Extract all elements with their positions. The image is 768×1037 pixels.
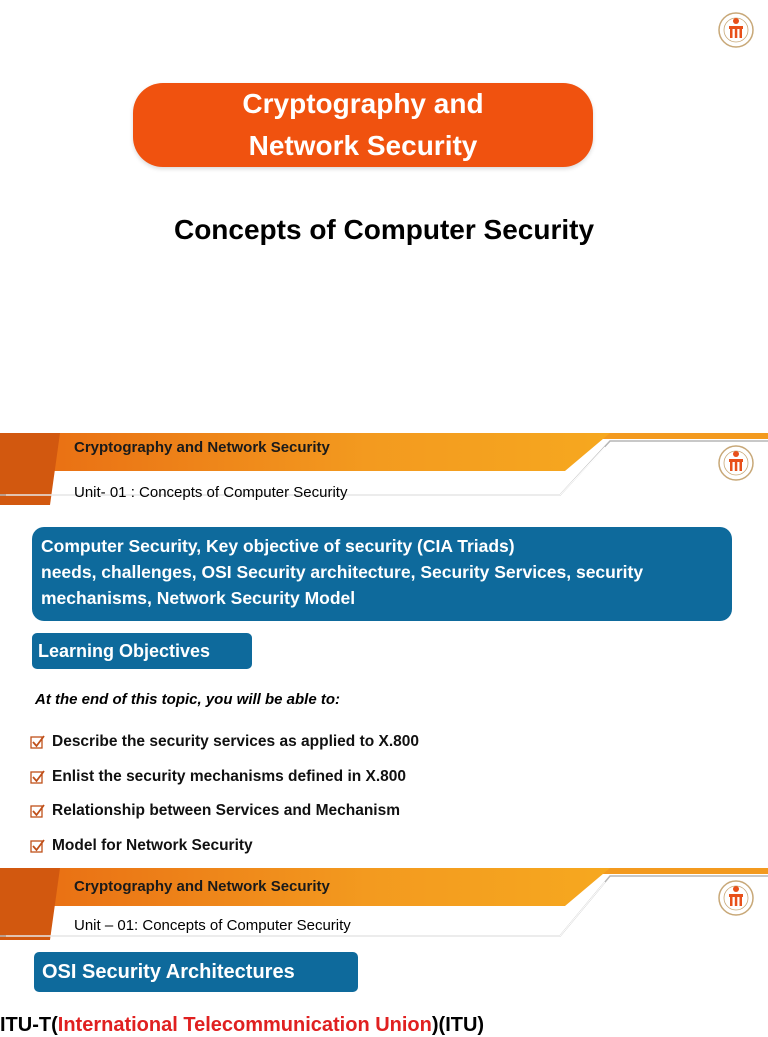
checkbox-checked-icon bbox=[30, 803, 46, 819]
list-item bbox=[30, 829, 419, 864]
university-logo-icon bbox=[716, 443, 756, 483]
university-logo-icon bbox=[716, 878, 756, 918]
learning-objectives-label: Learning Objectives bbox=[32, 633, 252, 669]
objectives-list bbox=[30, 725, 419, 863]
header-unit-title: Unit – 01: Concepts of Computer Security bbox=[74, 917, 351, 934]
slide-subtitle: Concepts of Computer Security bbox=[173, 214, 595, 245]
header-band bbox=[0, 868, 768, 944]
list-item bbox=[30, 794, 419, 829]
objective-text: Describe the security services as applied to X.800 bbox=[52, 733, 420, 751]
topic-line-1: Computer Security, Key objective of security (CIA Triads) bbox=[41, 536, 515, 556]
list-item bbox=[30, 760, 419, 795]
header-course-title: Cryptography and Network Security bbox=[74, 439, 330, 456]
cut-prefix: ITU-T( bbox=[0, 1014, 58, 1036]
objective-text: Relationship between Services and Mechanism bbox=[52, 802, 401, 820]
header-unit-title: Unit- 01 : Concepts of Computer Security bbox=[74, 484, 348, 501]
course-title-pill bbox=[133, 83, 593, 167]
osi-section-label: OSI Security Architectures bbox=[34, 952, 358, 992]
title-slide bbox=[0, 0, 768, 420]
topic-line-2: needs, challenges, OSI Security architecture, Security Services, security bbox=[41, 562, 644, 582]
course-title: Cryptography and Network Security bbox=[242, 88, 484, 161]
checkbox-checked-icon bbox=[30, 734, 46, 750]
header-band bbox=[0, 433, 768, 509]
learning-objectives-slide bbox=[0, 433, 768, 860]
topic-summary-box bbox=[32, 527, 732, 621]
objective-text: Model for Network Security bbox=[52, 836, 253, 854]
checkbox-checked-icon bbox=[30, 838, 46, 854]
topic-line-3: mechanisms, Network Security Model bbox=[41, 588, 356, 608]
university-logo-icon bbox=[716, 10, 756, 50]
list-item bbox=[30, 725, 419, 760]
partial-text-line bbox=[0, 1014, 485, 1036]
cut-red-text: International Telecommunication Union bbox=[57, 1014, 432, 1036]
checkbox-checked-icon bbox=[30, 769, 46, 785]
cut-suffix: )(ITU) bbox=[431, 1014, 485, 1036]
objective-text: Enlist the security mechanisms defined in X.800 bbox=[52, 767, 407, 785]
header-course-title: Cryptography and Network Security bbox=[74, 878, 330, 895]
osi-architecture-slide bbox=[0, 868, 768, 1036]
objectives-intro: At the end of this topic, you will be able to: bbox=[35, 691, 341, 708]
